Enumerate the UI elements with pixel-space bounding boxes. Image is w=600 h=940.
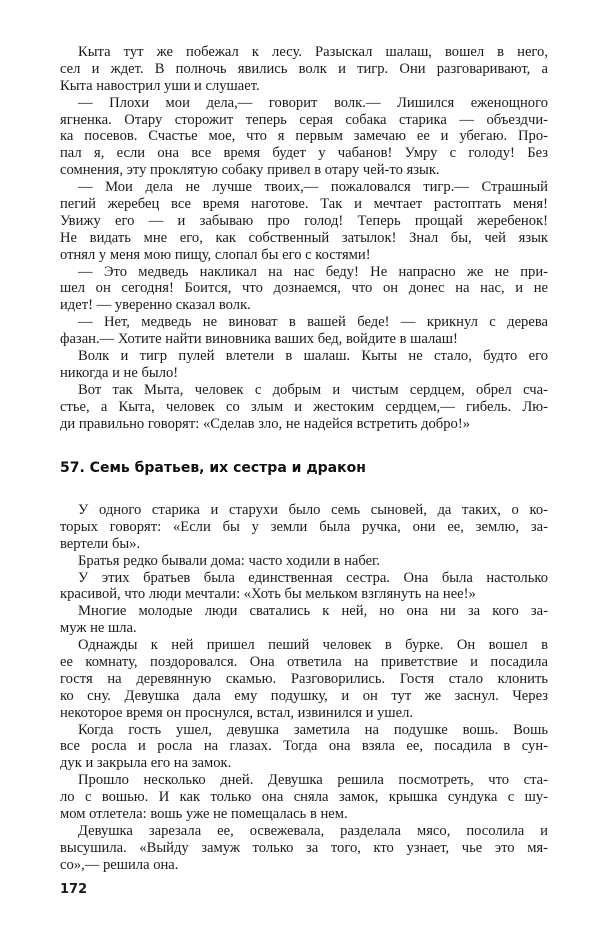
text-line: — Это медведь накликал на нас беду! Не напрасно же не при- — [78, 263, 548, 280]
text-line: Многие молодые люди сватались к ней, но она ни за кого за- — [78, 603, 548, 620]
paragraph — [60, 553, 548, 570]
text-line: пал я, если она все время будет у чабанов! Умру с голоду! Без — [60, 145, 548, 162]
text-line: Прошло несколько дней. Девушка решила посмотреть, что ста- — [78, 772, 548, 789]
text-line: ее комнату, поздоровался. Она ответила на приветствие и посадила — [60, 654, 548, 671]
paragraph — [60, 823, 548, 874]
text-line: стье, а Кыта, человек со злым и жестоким сердцем,— гибель. Лю- — [60, 398, 548, 415]
paragraph — [60, 637, 548, 721]
text-line: — Нет, медведь не виноват в вашей беде! — крикнул с дерева — [78, 314, 548, 331]
text-line: муж не шла. — [60, 620, 137, 637]
text-line: мом отлетела: вошь уже не помещалась в нем. — [60, 806, 348, 823]
paragraph — [60, 314, 548, 348]
text-line: некоторое время он проснулся, встал, извинился и ушел. — [60, 704, 414, 721]
text-line: сел и ждет. В полночь явились волк и тигр. Они разговаривают, а — [60, 60, 548, 77]
text-line: Вот так Мыта, человек с добрым и чистым сердцем, обрел сча- — [78, 381, 548, 398]
story-continuation — [60, 44, 548, 432]
text-line: Кыта навострил уши и слушает. — [60, 77, 260, 94]
text-line: Когда гость ушел, девушка заметила на подушке вошь. Вошь — [78, 721, 548, 738]
paragraph — [60, 382, 548, 433]
text-line: гостя на деревянную скамью. Разговорились. Гостя стало клонить — [60, 670, 548, 687]
text-line: У одного старика и старухи было семь сыновей, да таких, о ко- — [78, 502, 548, 518]
text-line: У этих братьев была единственная сестра. Она была настолько — [78, 569, 548, 586]
text-line: Волк и тигр пулей влетели в шалаш. Кыты не стало, будто его — [78, 348, 548, 365]
text-line: все росла и росла на глазах. Тогда она взяла ее, посадила в сун- — [60, 738, 548, 755]
page-number: 172 — [60, 882, 88, 897]
text-line: ко сну. Девушка дала ему подушку, и он тут же заснул. Через — [60, 687, 548, 704]
text-line: фазан.— Хотите найти виновника ваших бед, войдите в шалаш! — [60, 331, 458, 348]
paragraph — [60, 772, 548, 823]
text-line: ягненка. Отару сторожит теперь серая собака старика — объездчи- — [60, 111, 548, 128]
text-line: никогда и не было! — [60, 364, 179, 381]
text-line: вертели бы». — [60, 535, 141, 552]
text-line: Однажды к ней пришел пеший человек в бурке. Он вошел в — [78, 637, 548, 654]
text-line: — Плохи мои дела,— говорит волк.— Лишился еженощного — [78, 94, 548, 111]
paragraph — [60, 179, 548, 263]
paragraph — [60, 722, 548, 773]
text-line: Не видать мне его, как собственный затылок! Знал бы, чей язык — [60, 229, 548, 246]
text-line: пегий жеребец все время наготове. Так и мечтает растоптать меня! — [60, 196, 548, 213]
chapter-heading: 57. Семь братьев, их сестра и дракон — [60, 460, 366, 476]
text-line: ди правильно говорят: «Сделав зло, не надейся встретить добро!» — [60, 415, 470, 432]
text-line: торых говорят: «Если бы у земли была ручка, они ее, землю, за- — [60, 518, 548, 535]
paragraph — [60, 570, 548, 604]
text-line: Увижу его — и забываю про голод! Теперь прощай жеребенок! — [60, 212, 548, 229]
paragraph — [60, 348, 548, 382]
text-line: Братья редко бывали дома: часто ходили в набег. — [78, 552, 381, 569]
text-line: — Мои дела не лучше твоих,— пожаловался тигр.— Страшный — [78, 179, 548, 196]
paragraph — [60, 95, 548, 179]
text-line: отнял у меня мою пищу, слопал бы его с костями! — [60, 246, 371, 263]
text-line: Кыта тут же побежал к лесу. Разыскал шалаш, вошел в него, — [78, 44, 548, 60]
paragraph — [60, 502, 548, 553]
text-line: дук и закрыла его на замок. — [60, 755, 232, 772]
text-line: со»,— решила она. — [60, 856, 179, 873]
chapter-body — [60, 502, 548, 874]
text-line: ка посевов. Счастье мое, что я первым замечаю ее и убегаю. Про- — [60, 128, 548, 145]
paragraph — [60, 603, 548, 637]
text-line: Девушка зарезала ее, освежевала, разделала мясо, посолила и — [78, 822, 548, 839]
paragraph — [60, 44, 548, 95]
text-line: красивой, что люди мечтали: «Хоть бы мельком взглянуть на нее!» — [60, 586, 476, 603]
text-line: ло с вошью. И как только она сняла замок, крышка сундука с шу- — [60, 789, 548, 806]
text-line: шел он сегодня! Боится, что дознаемся, что он донес на нас, и не — [60, 280, 548, 297]
text-line: идет! — уверенно сказал волк. — [60, 297, 251, 314]
text-line: высушила. «Выйду замуж только за того, кто узнает, чье это мя- — [60, 839, 548, 856]
text-line: сомнения, эту проклятую собаку привел в отару чей-то язык. — [60, 162, 440, 179]
paragraph — [60, 264, 548, 315]
